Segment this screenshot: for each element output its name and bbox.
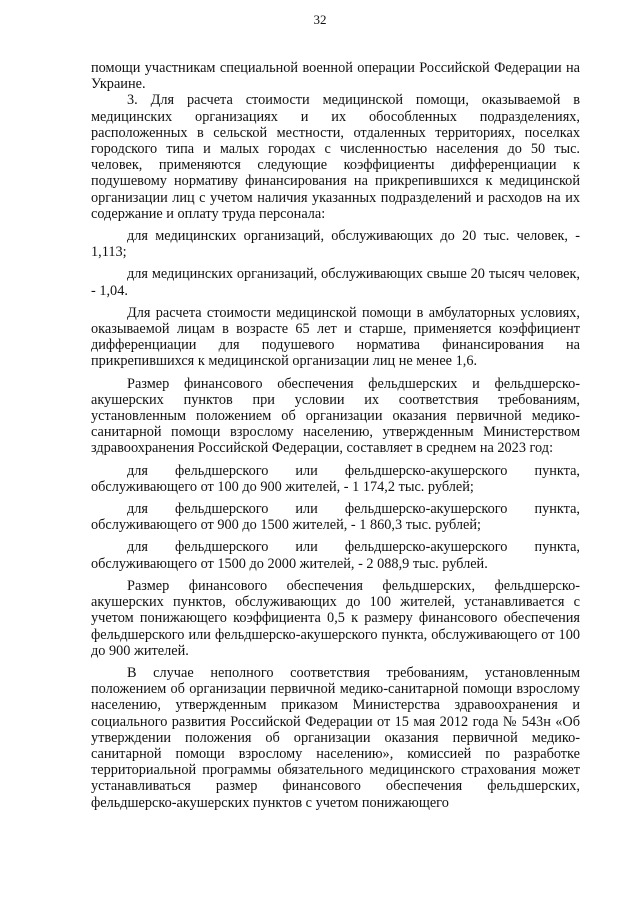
paragraph-fap-1500-2000: для фельдшерского или фельдшерско-акушерского пункта, обслуживающего от 1500 до 2000 жителей, - 2 088,9 тыс. рублей. [91, 539, 580, 572]
paragraph-age-65-coefficient: Для расчета стоимости медицинской помощи в амбулаторных условиях, оказываемой лицам в возрасте 65 лет и старше, применяется коэффициент дифференциации для подушевого норматива финансирования на прикрепившихся к медицинской организации лиц не менее 1,6. [91, 304, 580, 370]
paragraph-fap-funding: Размер финансового обеспечения фельдшерских и фельдшерско-акушерских пунктов при условии их соответствия требованиям, установленным положением об организации оказания первичной медико-санитарной помощи взрослому населению, утвержденным Министерством здравоохранения Российской Федерации, составляет в среднем на 2023 год: [91, 375, 580, 457]
page-number: 32 [313, 12, 327, 27]
paragraph-item-3: 3. Для расчета стоимости медицинской помощи, оказываемой в медицинских организациях и их обособленных подразделениях, расположенных в сельской местности, отдаленных территориях, поселках городского типа и малых городах с численностью населения до 50 тыс. человек, применяются следующие коэффициенты дифференциации к подушевому нормативу финансирования на прикрепившихся к медицинской организации лиц с учетом наличия указанных подразделений и расходов на их содержание и оплату труда персонала: [91, 92, 580, 222]
paragraph-fap-100-900: для фельдшерского или фельдшерско-акушерского пункта, обслуживающего от 100 до 900 жителей, - 1 174,2 тыс. рублей; [91, 462, 580, 495]
paragraph-fap-under-100: Размер финансового обеспечения фельдшерских, фельдшерско-акушерских пунктов, обслуживающих до 100 жителей, устанавливается с учетом понижающего коэффициента 0,5 к размеру финансового обеспечения фельдшерского или фельдшерско-акушерского пункта, обслуживающего от 100 до 900 жителей. [91, 577, 580, 659]
paragraph-fap-900-1500: для фельдшерского или фельдшерско-акушерского пункта, обслуживающего от 900 до 1500 жителей, - 1 860,3 тыс. рублей; [91, 501, 580, 534]
paragraph-coefficient-over-20k: для медицинских организаций, обслуживающих свыше 20 тысяч человек, - 1,04. [91, 266, 580, 299]
paragraph-continuation: помощи участникам специальной военной операции Российской Федерации на Украине. [91, 60, 580, 93]
document-body [91, 60, 580, 811]
paragraph-partial-compliance: В случае неполного соответствия требованиям, установленным положением об организации первичной медико-санитарной помощи взрослому населению, утвержденным приказом Министерства здравоохранения и социального развития Российской Федерации от 15 мая 2012 года № 543н «Об утверждении положения об организации оказания первичной медико-санитарной помощи взрослому населению», комиссией по разработке территориальной программы обязательного медицинского страхования может устанавливаться размер финансового обеспечения фельдшерских, фельдшерско-акушерских пунктов с учетом понижающего [91, 664, 580, 811]
paragraph-coefficient-up-to-20k: для медицинских организаций, обслуживающих до 20 тыс. человек, - 1,113; [91, 228, 580, 261]
